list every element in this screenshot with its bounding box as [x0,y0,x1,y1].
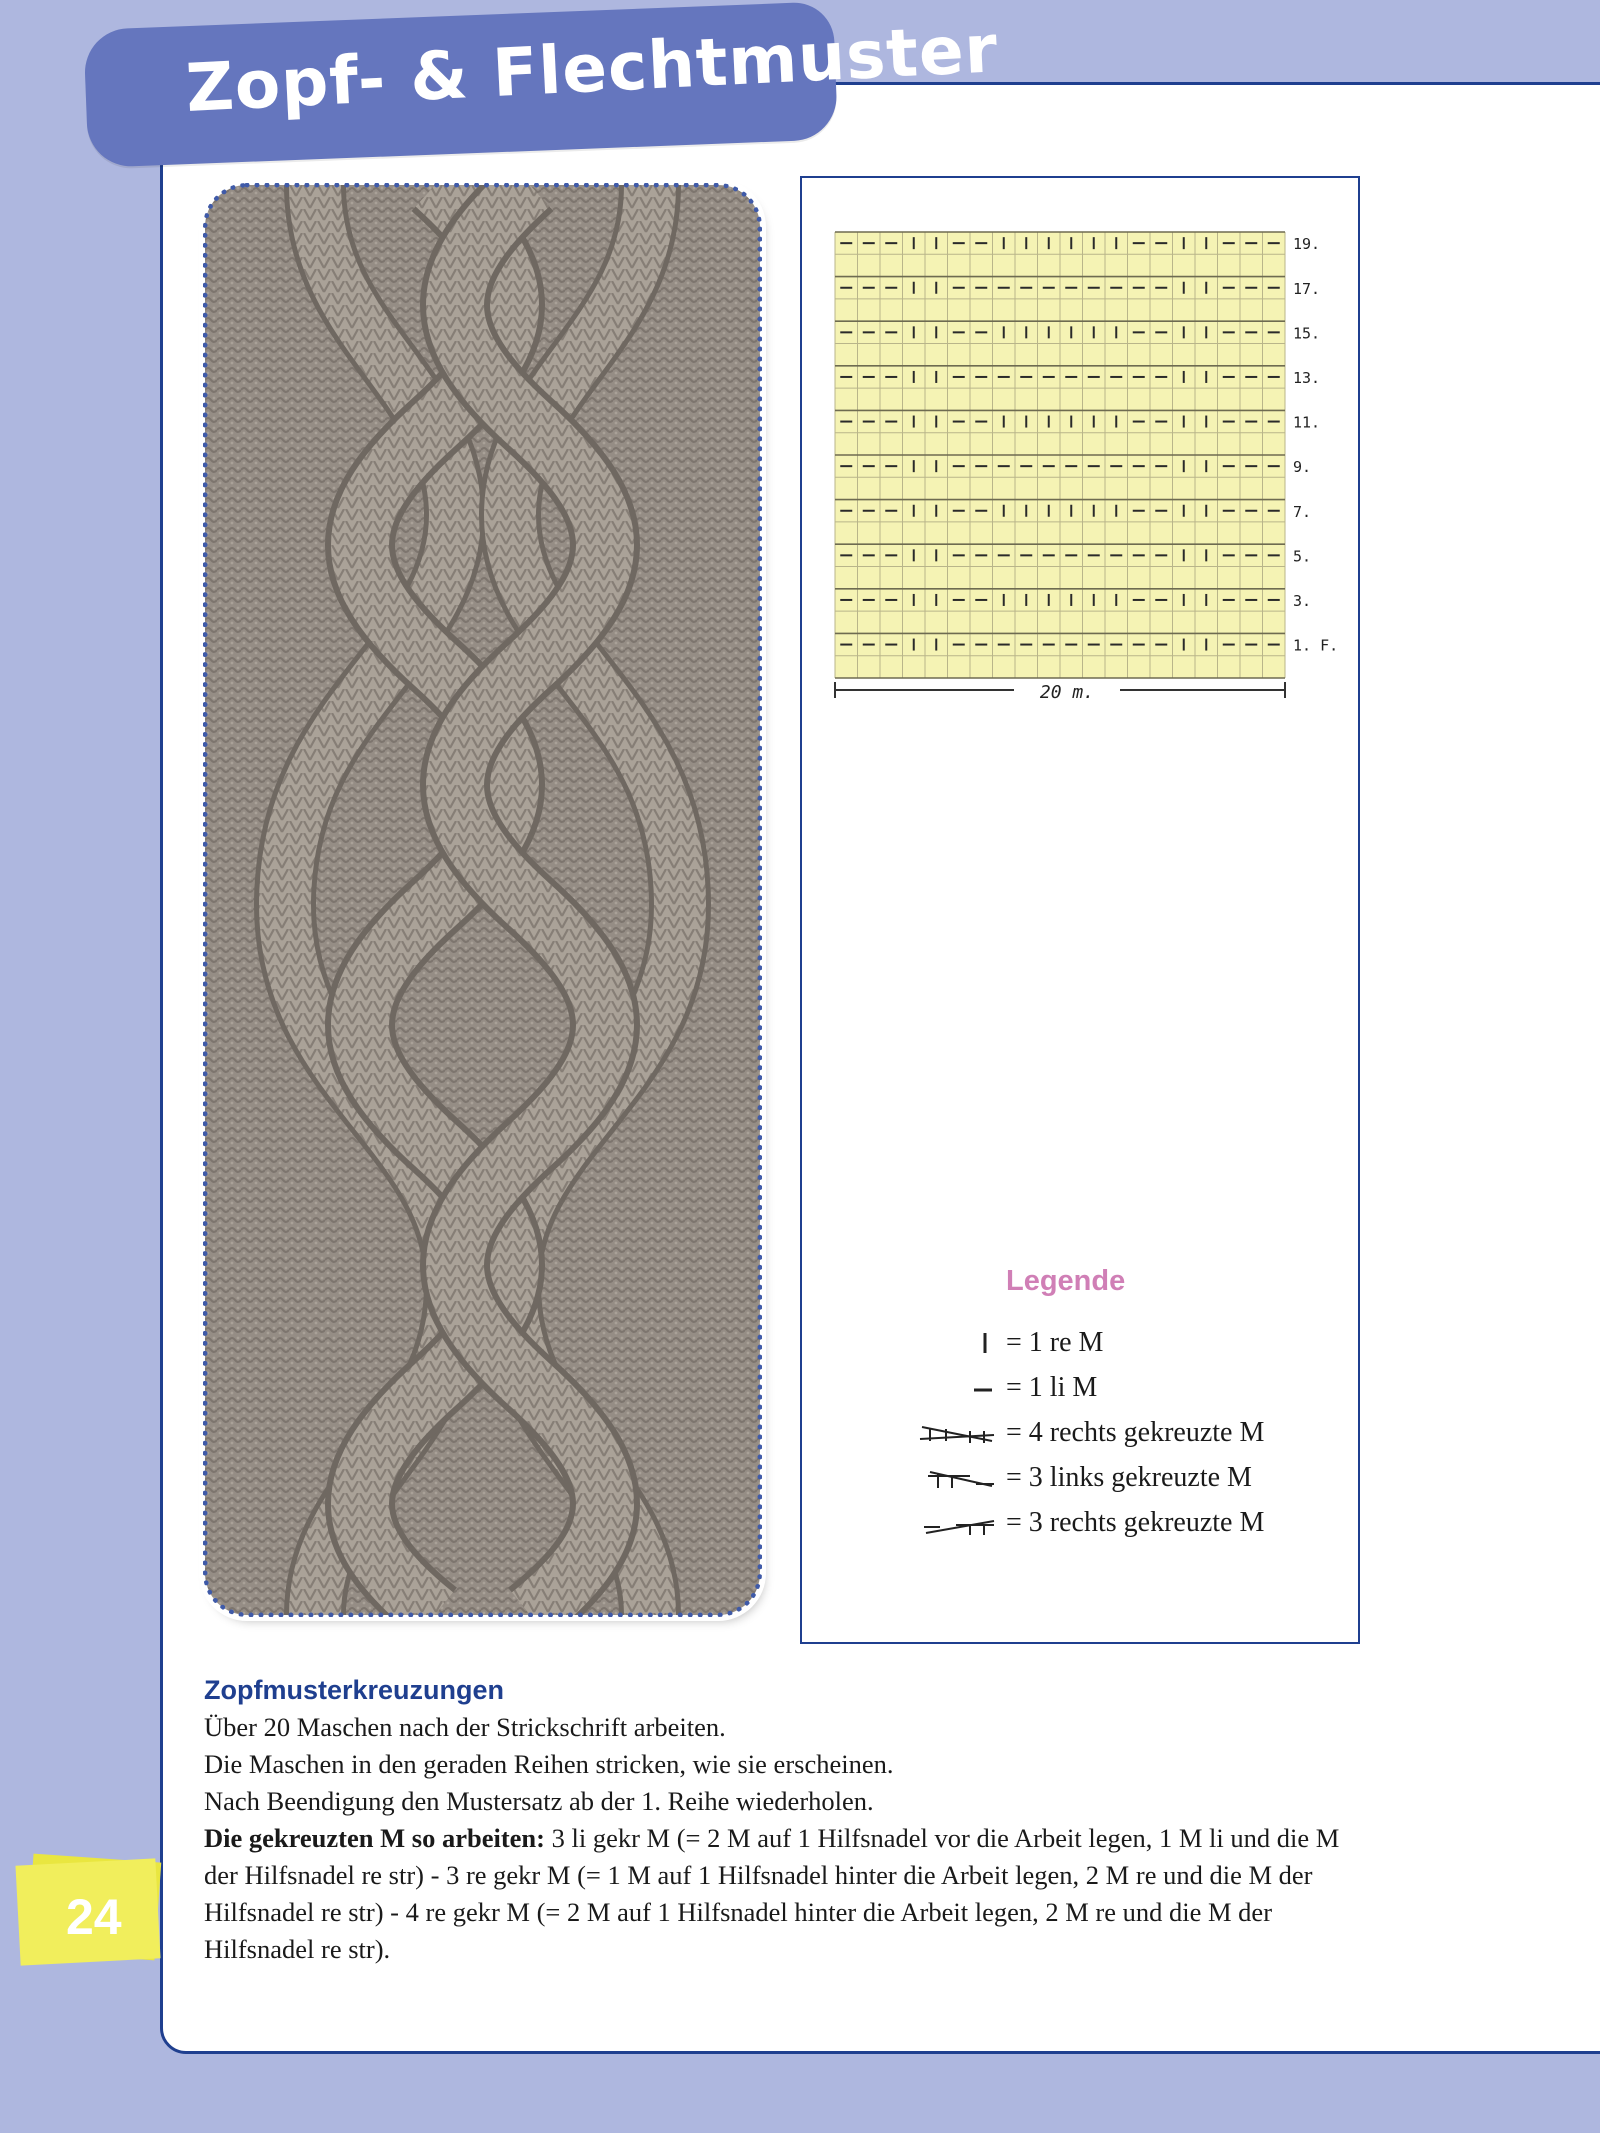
legend-item-text: = 1 re M [1006,1327,1104,1358]
instruction-paragraph [204,1820,1364,1968]
instruction-lead: Die gekreuzten M so arbeiten: [204,1823,545,1853]
row-label: 5. [1293,547,1312,566]
purl-stitch-icon [910,1368,996,1408]
knit-swatch-illustration [205,185,760,1615]
cable-3-left-icon [910,1458,996,1498]
legend-item-text: = 3 rechts gekreuzte M [1006,1507,1265,1538]
legend-item [860,1323,1340,1363]
instruction-body: 3 li gekr M (= 2 M auf 1 Hilfsnadel vor die Arbeit legen, 1 M li und die M der Hilfsnadel re str) - 3 re gekr M (= 1 M auf 1 Hilfsnadel hinter die Arbeit legen, 2 M re und die M der Hilfsnadel re str) - 4 re gekr M (= 2 M auf 1 Hilfsnadel hinter die Arbeit legen, 2 M re und die M der Hilfsnadel re str). [204,1823,1340,1964]
legend-item-text: = 3 links gekreuzte M [1006,1462,1252,1493]
instructions-heading: Zopfmusterkreuzungen [204,1675,505,1705]
width-indicator [835,682,1285,703]
legend-item [860,1458,1340,1498]
instructions [204,1672,1364,1968]
page-number: 24 [66,1889,122,1945]
legend-item-text: = 1 li M [1006,1372,1098,1403]
legend-title: Legende [1006,1265,1126,1297]
instruction-line: Nach Beendigung den Mustersatz ab der 1. Reihe wiederholen. [204,1786,874,1816]
width-label: 20 m. [1039,682,1095,703]
legend-item [860,1413,1340,1453]
legend-item-text: = 4 rechts gekreuzte M [1006,1417,1265,1448]
knitting-chart [802,178,1362,718]
legend-item [860,1368,1340,1408]
chart-grid-lines [835,232,1285,678]
row-label: 1. F. [1293,636,1339,655]
instruction-line: Die Maschen in den geraden Reihen stricken, wie sie erscheinen. [204,1749,894,1779]
row-label: 7. [1293,502,1312,521]
cable-4-right-icon [910,1413,996,1453]
row-label: 19. [1293,235,1321,254]
row-label: 3. [1293,591,1312,610]
instruction-line: Über 20 Maschen nach der Strickschrift arbeiten. [204,1712,726,1742]
cable-3-right-icon [910,1503,996,1543]
knit-swatch-photo [205,185,760,1615]
chart-row-labels [1293,235,1338,654]
row-label: 11. [1293,413,1321,432]
legend-item [860,1503,1340,1543]
row-label: 9. [1293,458,1312,477]
row-label: 15. [1293,324,1321,343]
knit-stitch-icon [910,1323,996,1363]
row-label: 13. [1293,368,1321,387]
page-title: Zopf- & Flechtmuster [184,10,1000,127]
row-label: 17. [1293,279,1321,298]
